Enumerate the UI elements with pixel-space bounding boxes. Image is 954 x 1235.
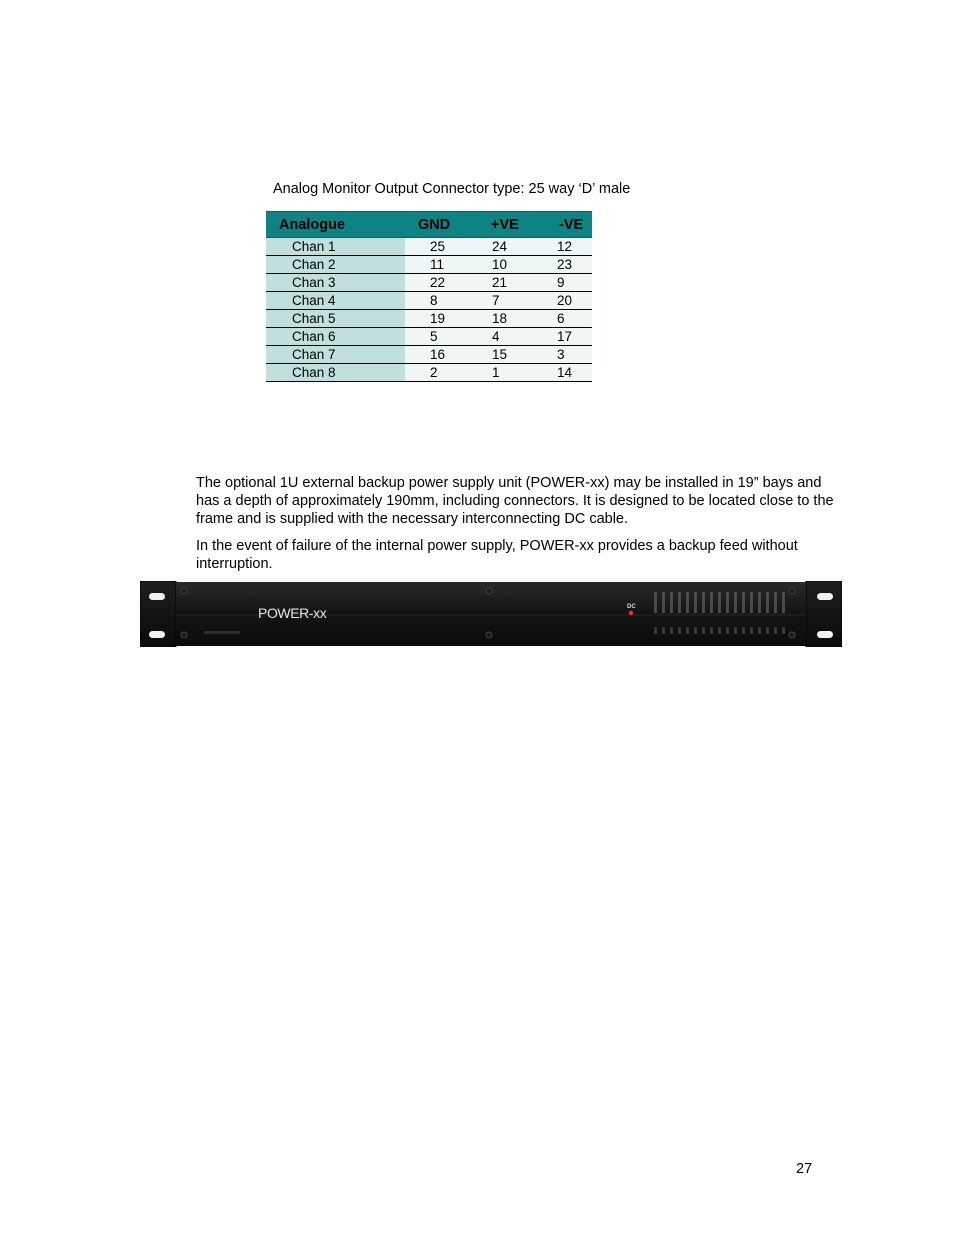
paragraph-backup-psu-description: The optional 1U external backup power supply unit (POWER-xx) may be installed in 19” bays and has a depth of approximately 190mm, including connectors. It is designed to be located close to the frame and is supplied with the necessary interconnecting DC cable. [196,475,834,527]
table-row [266,310,592,328]
left-mounting-slot-bottom [149,631,165,638]
channel-name: Chan 2 [266,256,405,274]
header-gnd: GND [405,212,474,238]
negative-pin: 20 [547,292,592,310]
negative-pin: 9 [547,274,592,292]
panel-slot [204,631,240,634]
right-mounting-slot-bottom [817,631,833,638]
left-mounting-slot-top [149,593,165,600]
positive-pin: 18 [474,310,547,328]
channel-name: Chan 3 [266,274,405,292]
channel-name: Chan 8 [266,364,405,382]
header-analogue: Analogue [266,212,405,238]
gnd-pin: 25 [405,238,474,256]
table-row [266,274,592,292]
table-caption: Analog Monitor Output Connector type: 25 way ‘D’ male [273,181,631,197]
channel-name: Chan 5 [266,310,405,328]
right-mounting-slot-top [817,593,833,600]
negative-pin: 23 [547,256,592,274]
dc-led-label: DC [627,604,636,610]
negative-pin: 12 [547,238,592,256]
channel-name: Chan 6 [266,328,405,346]
panel-screw [486,588,492,594]
panel-screw [789,632,795,638]
model-label: POWER-xx [258,605,327,621]
table-row [266,346,592,364]
header-negative: -VE [547,212,592,238]
positive-pin: 15 [474,346,547,364]
panel-screw [181,588,187,594]
gnd-pin: 2 [405,364,474,382]
channel-name: Chan 7 [266,346,405,364]
negative-pin: 3 [547,346,592,364]
negative-pin: 14 [547,364,592,382]
channel-name: Chan 4 [266,292,405,310]
table-row [266,256,592,274]
panel-screw [789,588,795,594]
dc-led-indicator [629,611,633,615]
positive-pin: 21 [474,274,547,292]
negative-pin: 17 [547,328,592,346]
positive-pin: 7 [474,292,547,310]
gnd-pin: 5 [405,328,474,346]
positive-pin: 1 [474,364,547,382]
gnd-pin: 22 [405,274,474,292]
table-row [266,238,592,256]
positive-pin: 10 [474,256,547,274]
panel-screw [181,632,187,638]
gnd-pin: 11 [405,256,474,274]
paragraph-backup-psu-failover: In the event of failure of the internal power supply, POWER-xx provides a backup feed without interruption. [196,538,798,572]
table-row [266,364,592,382]
negative-pin: 6 [547,310,592,328]
gnd-pin: 8 [405,292,474,310]
connector-pinout-table [266,211,592,382]
header-positive: +VE [474,212,547,238]
gnd-pin: 19 [405,310,474,328]
table-header-row [266,212,592,238]
channel-name: Chan 1 [266,238,405,256]
page-number: 27 [796,1161,813,1177]
positive-pin: 4 [474,328,547,346]
table-row [266,292,592,310]
table-row [266,328,592,346]
gnd-pin: 16 [405,346,474,364]
panel-screw [486,632,492,638]
power-unit-front-panel-image [140,581,842,647]
positive-pin: 24 [474,238,547,256]
